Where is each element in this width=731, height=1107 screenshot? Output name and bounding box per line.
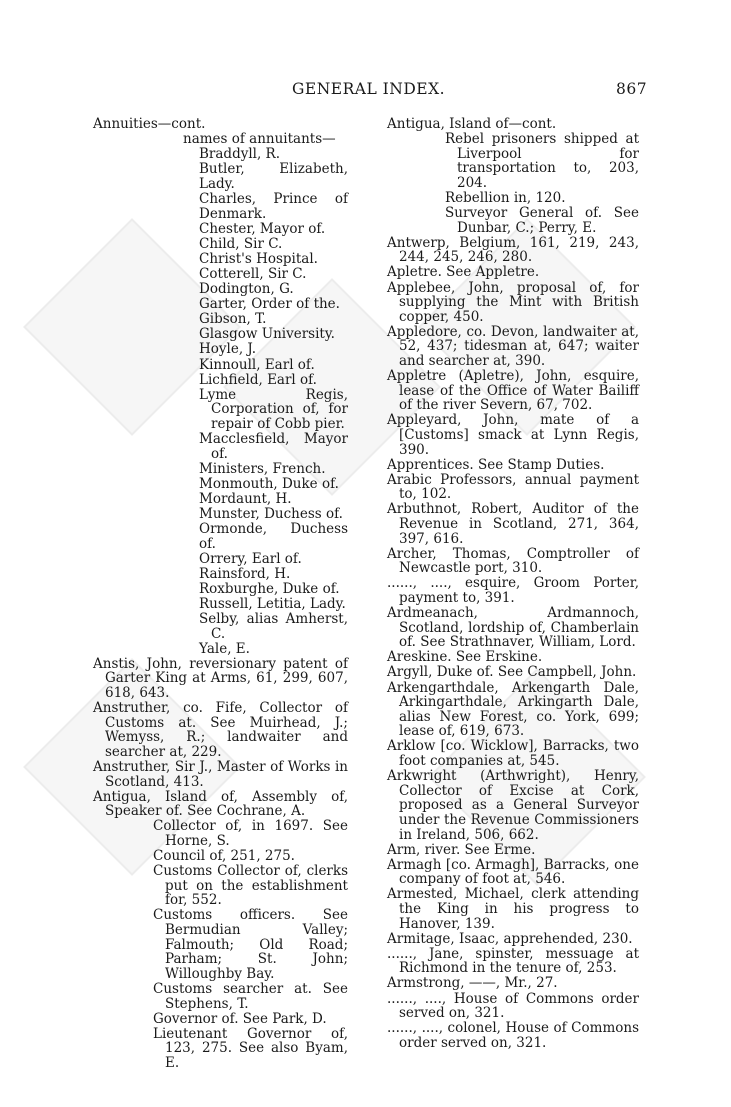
index-entry xyxy=(387,281,639,325)
index-entry xyxy=(387,117,639,132)
index-entry xyxy=(93,282,348,297)
index-entry xyxy=(93,522,348,551)
index-entry-text: Kinnoull, Earl of. xyxy=(199,356,315,373)
index-entry xyxy=(93,1027,348,1071)
index-entry-text: ......, Jane, spinster, messuage at Richmond in the tenure of, 253. xyxy=(387,945,639,977)
index-entry xyxy=(387,681,639,739)
index-entry-text: Customs Collector of, clerks put on the establishment for, 552. xyxy=(153,863,348,909)
index-entry-text: Apletre. See Appletre. xyxy=(387,264,540,281)
index-entry xyxy=(387,843,639,858)
index-entry-text: ......, ...., esquire, Groom Porter, payment to, 391. xyxy=(387,575,639,606)
index-entry-text: Council of, 251, 275. xyxy=(153,848,295,865)
index-entry xyxy=(387,191,639,206)
index-entry-text: Arkengarthdale, Arkengarth Dale, Arkingarthdale, Arkingarth Dale, alias New Forest, co. York, 699; lease of, 619, 673. xyxy=(387,679,639,740)
index-entry xyxy=(387,132,639,190)
index-entry-text: ......, ...., House of Commons order served on, 321. xyxy=(387,990,639,1022)
index-entry-text: Charles, Prince of Denmark. xyxy=(199,190,348,222)
index-entry xyxy=(93,358,348,373)
index-entry xyxy=(387,606,639,650)
index-entry xyxy=(93,849,348,864)
index-entry xyxy=(387,325,639,369)
index-entry-text: Antigua, Island of, Assembly of, Speaker of. See Cochrane, A. xyxy=(93,788,348,820)
index-entry xyxy=(93,790,348,819)
index-entry-text: Areskine. See Erskine. xyxy=(387,649,543,666)
index-entry xyxy=(93,1012,348,1027)
index-entry xyxy=(93,552,348,567)
index-entry-text: Lichfield, Earl of. xyxy=(199,371,317,388)
index-entry xyxy=(387,887,639,931)
index-entry-text: Archer, Thomas, Comptroller of Newcastle port, 310. xyxy=(387,545,639,577)
index-entry-text: Rainsford, H. xyxy=(199,565,291,582)
index-entry-text: Armitage, Isaac, apprehended, 230. xyxy=(387,930,633,947)
index-entry-text: Dodington, G. xyxy=(199,281,294,298)
index-column-right xyxy=(387,117,639,1051)
index-entry-text: Argyll, Duke of. See Campbell, John. xyxy=(387,664,637,681)
index-entry xyxy=(387,1021,639,1050)
index-entry xyxy=(93,432,348,461)
index-entry xyxy=(387,665,639,680)
index-entry-text: Butler, Elizabeth, Lady. xyxy=(199,161,348,192)
index-entry xyxy=(93,147,348,162)
index-entry-text: Macclesfield, Mayor of. xyxy=(199,430,348,462)
index-entry-text: Cotterell, Sir C. xyxy=(199,265,307,282)
index-entry-text: Anstis, John, reversionary patent of Garter King at Arms, 61, 299, 607, 618, 643. xyxy=(93,655,348,702)
index-entry xyxy=(93,342,348,357)
index-entry xyxy=(93,312,348,327)
index-entry xyxy=(93,117,348,132)
index-entry-text: Braddyll, R. xyxy=(199,146,281,163)
index-entry-text: Chester, Mayor of. xyxy=(199,220,326,237)
index-entry-text: Mordaunt, H. xyxy=(199,490,292,507)
index-entry-text: Antigua, Island of—cont. xyxy=(387,116,557,132)
index-entry xyxy=(93,597,348,612)
index-entry xyxy=(387,650,639,665)
index-entry xyxy=(387,947,639,976)
index-entry-text: Russell, Letitia, Lady. xyxy=(199,596,346,612)
index-entry-text: Appletre (Apletre), John, esquire, lease of the Office of Water Bailiff of the river Severn, 67, 702. xyxy=(387,368,639,414)
index-entry xyxy=(93,327,348,342)
index-entry-text: Governor of. See Park, D. xyxy=(153,1010,327,1027)
index-entry-text: Arbuthnot, Robert, Auditor of the Revenue in Scotland, 271, 364, 397, 616. xyxy=(387,501,639,547)
index-entry-text: Armstrong, ——, Mr., 27. xyxy=(387,975,558,992)
index-entry-text: Customs officers. See Bermudian Valley; Falmouth; Old Road; Parham; St. John; Willoughby Bay. xyxy=(153,907,348,982)
index-entry-text: Garter, Order of the. xyxy=(199,296,340,313)
index-entry-text: Arkwright (Arthwright), Henry, Collector of Excise at Cork, proposed as a General Surveyor under the Revenue Commissioners in Ireland, 506, 662. xyxy=(387,768,639,843)
index-entry xyxy=(387,858,639,887)
index-entry-text: names of annuitants— xyxy=(183,131,336,148)
index-entry-text: Armagh [co. Armagh], Barracks, one company of foot at, 546. xyxy=(387,856,639,888)
index-entry-text: Monmouth, Duke of. xyxy=(199,475,339,492)
index-entry xyxy=(387,413,639,457)
index-entry xyxy=(93,492,348,507)
index-entry xyxy=(93,237,348,252)
page-title: GENERAL INDEX. xyxy=(292,80,446,98)
index-entry xyxy=(93,701,348,759)
index-entry-text: Ardmeanach, Ardmannoch, Scotland, lordship of, Chamberlain of. See Strathnaver, William, Lord. xyxy=(387,605,639,651)
index-entry xyxy=(93,162,348,191)
index-entry xyxy=(387,932,639,947)
index-entry xyxy=(93,373,348,388)
index-entry-text: Rebellion in, 120. xyxy=(445,189,566,206)
index-entry xyxy=(387,502,639,546)
index-entry xyxy=(93,192,348,221)
index-entry xyxy=(387,739,639,768)
index-entry-text: Appledore, co. Devon, landwaiter at, 52, 437; tidesman at, 647; waiter and searcher at, 390. xyxy=(387,323,639,369)
index-entry xyxy=(387,458,639,473)
index-entry-text: Selby, alias Amherst, C. xyxy=(199,611,348,642)
index-entry xyxy=(387,236,639,265)
index-entry xyxy=(93,612,348,641)
index-entry xyxy=(387,992,639,1021)
index-entry-text: Anstruther, co. Fife, Collector of Customs at. See Muirhead, J.; Wemyss, R.; landwaiter and searcher at, 229. xyxy=(93,700,348,760)
page-number: 867 xyxy=(616,80,648,98)
index-entry-text: Glasgow University. xyxy=(199,326,335,343)
index-entry xyxy=(93,132,348,147)
index-entry xyxy=(93,477,348,492)
index-entry xyxy=(93,252,348,267)
index-entry-text: Annuities—cont. xyxy=(93,116,206,132)
index-entry-text: Appleyard, John, mate of a [Customs] smack at Lynn Regis, 390. xyxy=(387,412,639,458)
index-entry-text: Munster, Duchess of. xyxy=(199,505,343,522)
index-entry-text: Customs searcher at. See Stephens, T. xyxy=(153,980,348,1012)
index-entry xyxy=(387,473,639,502)
index-entry xyxy=(93,908,348,981)
index-entry xyxy=(93,657,348,701)
index-entry xyxy=(387,265,639,280)
index-entry xyxy=(93,582,348,597)
index-entry-text: Arklow [co. Wicklow], Barracks, two foot companies at, 545. xyxy=(387,738,639,770)
index-entry-text: Anstruther, Sir J., Master of Works in Scotland, 413. xyxy=(93,759,348,790)
index-entry xyxy=(93,982,348,1011)
index-entry-text: ......, ...., colonel, House of Commons order served on, 321. xyxy=(387,1020,639,1051)
index-entry-text: Antwerp, Belgium, 161, 219, 243, 244, 245, 246, 280. xyxy=(387,234,639,266)
index-entry xyxy=(93,388,348,432)
index-entry-text: Child, Sir C. xyxy=(199,235,283,252)
index-entry-text: Roxburghe, Duke of. xyxy=(199,580,340,597)
index-entry xyxy=(93,297,348,312)
index-entry xyxy=(93,267,348,282)
index-entry xyxy=(387,576,639,605)
index-entry xyxy=(387,369,639,413)
index-entry-text: Arabic Professors, annual payment to, 102. xyxy=(387,471,639,503)
index-entry-text: Orrery, Earl of. xyxy=(199,550,302,567)
page-header xyxy=(0,80,731,104)
index-entry-text: Collector of, in 1697. See Horne, S. xyxy=(153,818,348,849)
index-entry-text: Christ's Hospital. xyxy=(199,250,318,267)
index-entry-text: Ministers, French. xyxy=(199,460,326,477)
index-entry-text: Lyme Regis, Corporation of, for repair of Cobb pier. xyxy=(199,386,348,432)
index-entry-text: Lieutenant Governor of, 123, 275. See also Byam, E. xyxy=(153,1025,348,1071)
index-entry xyxy=(387,206,639,235)
index-entry xyxy=(93,567,348,582)
index-entry-text: Armested, Michael, clerk attending the King in his progress to Hanover, 139. xyxy=(387,886,639,932)
index-entry xyxy=(387,769,639,842)
index-entry-text: Rebel prisoners shipped at Liverpool for transportation to, 203, 204. xyxy=(445,131,639,191)
index-entry-text: Surveyor General of. See Dunbar, C.; Perry, E. xyxy=(445,205,639,236)
index-entry-text: Hoyle, J. xyxy=(199,341,257,358)
index-entry xyxy=(93,462,348,477)
index-entry-text: Apprentices. See Stamp Duties. xyxy=(387,456,605,473)
index-entry xyxy=(93,222,348,237)
index-entry xyxy=(387,547,639,576)
index-column-left xyxy=(93,117,348,1071)
index-entry xyxy=(93,642,348,657)
index-entry-text: Applebee, John, proposal of, for supplying the Mint with British copper, 450. xyxy=(387,279,639,325)
index-entry xyxy=(93,507,348,522)
index-entry-text: Arm, river. See Erme. xyxy=(387,841,536,858)
index-entry-text: Gibson, T. xyxy=(199,311,267,328)
index-entry xyxy=(93,819,348,848)
index-entry xyxy=(387,976,639,991)
index-entry-text: Yale, E. xyxy=(199,640,250,657)
index-entry-text: Ormonde, Duchess of. xyxy=(199,521,348,552)
index-entry xyxy=(93,864,348,908)
index-entry xyxy=(93,760,348,789)
